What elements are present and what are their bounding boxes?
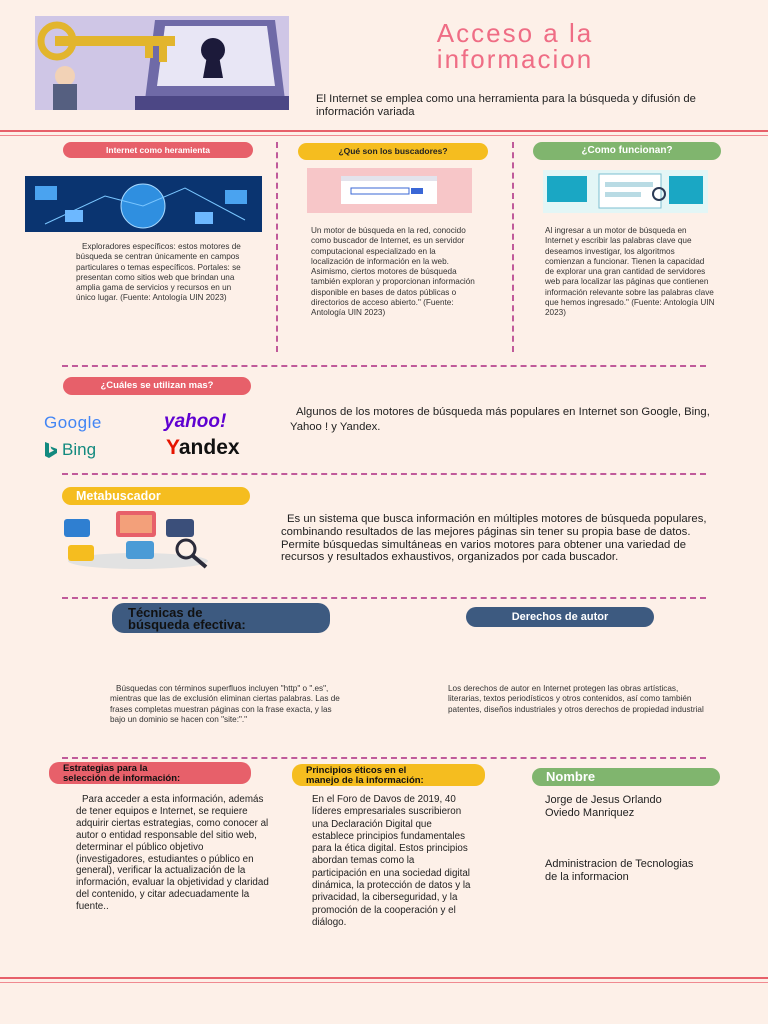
label-nombre: Nombre — [532, 768, 720, 786]
divider-2 — [62, 473, 706, 475]
label-metabuscador: Metabuscador — [62, 487, 250, 505]
label-estrategias-line-1: Estrategias para la — [63, 763, 148, 774]
label-principios-line-1: Principios éticos en el — [306, 765, 407, 776]
yandex-logo-rest: andex — [178, 436, 240, 459]
label-internet-herramienta: Internet como heramienta — [63, 142, 253, 158]
page-title-line-2: informacion — [436, 44, 594, 74]
col2-text: Un motor de búsqueda en la red, conocido como buscador de Internet, es un servidor computacional especializado en la localización de información en la web. Asimismo, ciertos motores de búsqueda también exploran y proporcionan información disponible en bases de datos públicas o directorios de acceso abierto." (Fuente: Antología UIN 2023) — [311, 226, 475, 318]
yandex-logo-initial: Y — [166, 436, 179, 459]
cuales-text: Algunos de los motores de búsqueda más populares en Internet son Google, Bing, Yahoo ! y Yandex. — [290, 406, 710, 433]
page-title — [330, 20, 700, 72]
label-derechos-autor: Derechos de autor — [466, 607, 654, 627]
label-estrategias — [49, 762, 251, 784]
page-title-line-1: Acceso a la — [436, 18, 594, 48]
bing-logo: Bing — [62, 440, 97, 459]
metabuscador-illustration — [56, 509, 221, 571]
google-logo: Google — [44, 413, 102, 432]
divider-4 — [62, 757, 706, 759]
label-principios-eticos — [292, 764, 485, 786]
label-tecnicas-busqueda — [112, 603, 330, 633]
derechos-text: Los derechos de autor en Internet protegen las obras artísticas, literarias, textos periodísticos y otros contenidos, así como también patentes, diseños industriales y otros derechos de propiedad industrial — [448, 684, 704, 714]
col-divider-2 — [512, 142, 514, 352]
page-subtitle: El Internet se emplea como una herramienta para la búsqueda y difusión de información variada — [316, 93, 696, 118]
top-divider — [0, 130, 768, 132]
search-bar-image — [307, 168, 472, 213]
divider-3 — [62, 597, 706, 599]
label-cuales-utilizan: ¿Cuáles se utilizan mas? — [63, 377, 251, 395]
label-como-funcionan: ¿Como funcionan? — [533, 142, 721, 160]
principios-text: En el Foro de Davos de 2019, 40 líderes empresariales suscribieron una Declaración Digital que establece principios fundamentales para la ética digital. Estos principios abordan temas como la participación en una sociedad digital dinámica, la protección de datos y la privacidad, la ciberseguridad, y la promoción de la cooperación y el diálogo. — [312, 794, 471, 928]
bottom-divider-2 — [0, 982, 768, 983]
top-divider-2 — [0, 135, 768, 136]
estrategias-text: Para acceder a esta información, además de tener equipos e Internet, se requiere adquirir ciertas estrategias, como conocer al autor o entidad responsable del sitio web, determinar el público objetivo (investigadores, estudiantes o público en general), verificar la actualización de la información, evaluar la objetividad y claridad del contenido, y citar adecuadamente la fuente.. — [76, 794, 269, 913]
author-career: Administracion de Tecnologias de la informacion — [545, 858, 694, 883]
label-estrategias-line-2: selección de información: — [63, 772, 181, 784]
network-image — [25, 176, 262, 232]
author-name: Jorge de Jesus Orlando Oviedo Manriquez — [545, 794, 662, 819]
yandex-logo — [166, 436, 240, 460]
label-que-son-buscadores: ¿Qué son los buscadores? — [298, 143, 488, 160]
metabuscador-text: Es un sistema que busca información en múltiples motores de búsqueda populares, combinando resultados de las mejores páginas sin tener su propia base de datos. Permite búsquedas simultáneas en varios motores para obtener una variedad de recursos y resultados exhaustivos, organizados por cada buscador. — [281, 513, 707, 564]
tecnicas-text: Búsquedas con términos superfluos incluyen "http" o ".es", mientras que las de exclusión eliminan ciertas palabras. Las de frases completas muestran páginas con la frase exacta, y las bajo un dominio se hacen con "site:"." — [110, 684, 340, 724]
col1-text: Exploradores específicos: estos motores de búsqueda se centran únicamente en campos particulares o temas específicos. Portales: se presentan como sitios web que brindan una amplia gama de servicios y recursos en un único lugar. (Fuente: Antología UIN 2023) — [76, 242, 241, 303]
bottom-divider — [0, 977, 768, 979]
col-divider-1 — [276, 142, 278, 352]
col3-text: Al ingresar a un motor de búsqueda en Internet y escribir las palabras clave que deseamos investigar, los algoritmos comienzan a funcionar. Tienen la capacidad de explorar una gran cantidad de servidores web para localizar las páginas que contienen información relevante sobre las palabras clave que hemos ingresado." (Fuente: Antología UIN 2023) — [545, 226, 715, 318]
bing-logo-mark — [44, 442, 58, 463]
label-tecnicas-line-2: búsqueda efectiva: — [128, 617, 246, 632]
label-tecnicas-line-1: Técnicas de — [128, 605, 203, 620]
yahoo-logo: yahoo! — [164, 411, 227, 432]
label-principios-line-2: manejo de la información: — [306, 774, 424, 786]
search-process-image — [543, 170, 708, 213]
divider-1 — [62, 365, 706, 367]
header-illustration — [35, 16, 289, 110]
